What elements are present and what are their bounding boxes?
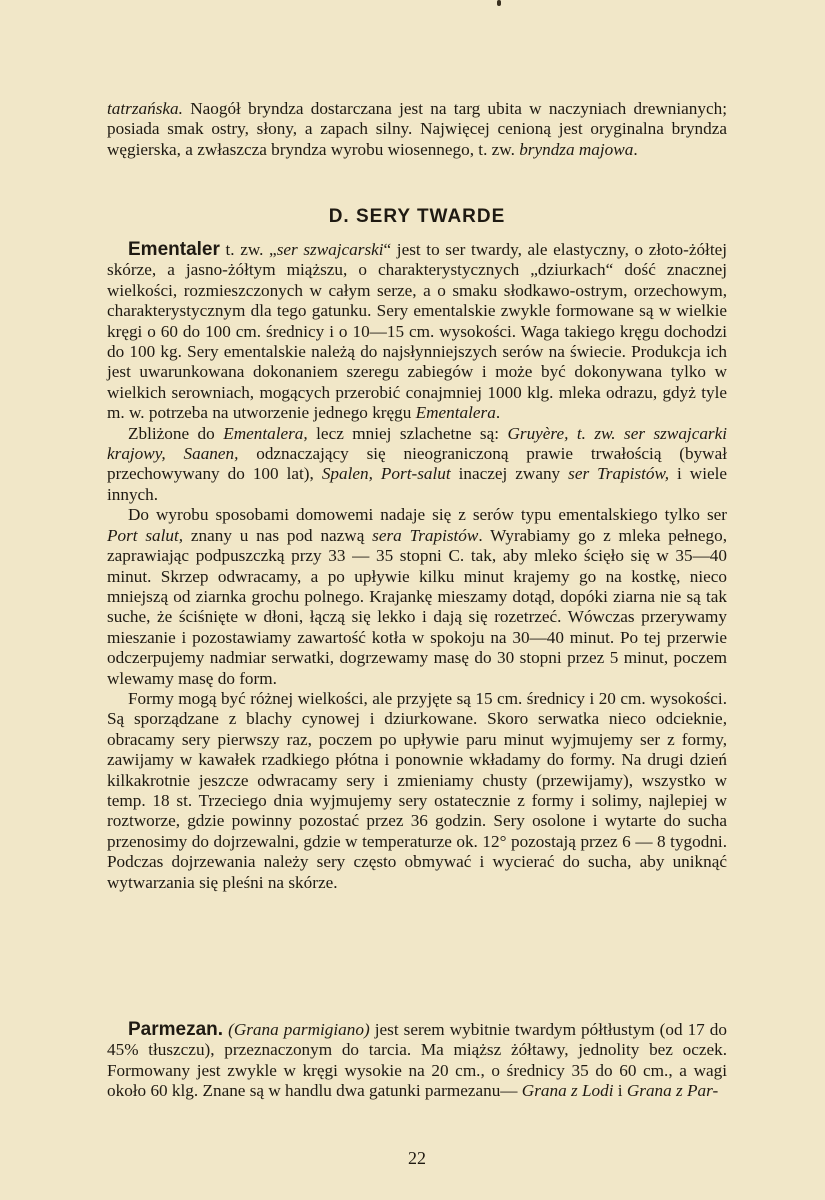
print-speck xyxy=(497,0,501,6)
top-paragraph: tatrzańska. Naogół bryndza dostarczana jest na targ ubita w naczyniach drewnianych; posiada smak ostry, słony, a zapach silny. Najwięcej cenioną jest oryginalna bryndza węgierska, a zwłaszcza bryndza wyrobu wiosennego, t. zw. bryndza majowa. xyxy=(107,99,727,159)
home-method-paragraph: Do wyrobu sposobami domowemi nadaje się z serów typu ementalskiego tylko ser Port salut, znany u nas pod nazwą sera Trapistów. Wyrabiamy go z mleka pełnego, zaprawiając podpuszczką przy 33 — 35 stopni C. tak, aby mleko ścięło się w 35—40 minut. Skrzep odwracamy, a po upływie kilku minut krajemy go na kostkę, nieco mniejszą od ziarnka grochu polnego. Krajankę mieszamy dotąd, dopóki ziarna nie są tak suche, że ściśnięte w dłoni, łączą się lekko i dają się rozetrzeć. Wówczas przerywamy mieszanie i pozostawiamy zawartość kotła w spokoju na 30—40 minut. Po tej przerwie odczerpujemy nadmiar serwatki, dogrzewamy masę do 30 stopni przez 5 minut, poczem wlewamy masę do form. xyxy=(107,505,728,688)
page-number: 22 xyxy=(408,1148,426,1168)
forms-paragraph: Formy mogą być różnej wielkości, ale przyjęte są 15 cm. średnicy i 20 cm. wysokości. Są sporządzane z blachy cynowej i dziurkowane. Skoro serwatka nieco odcieknie, obracamy sery pierwszy raz, poczem po upływie paru minut wyjmujemy ser z formy, zawijamy w kawałek rzadkiego płótna i ponownie wkładamy do formy. Na drugi dzień kilkakrotnie jeszcze odwracamy sery i zmieniamy chusty (przewijamy), wszystko w temp. 18 st. Trzeciego dnia wyjmujemy sery ostatecznie z formy i solimy, najlepiej w roztworze, gdzie powinny pozostać przez 36 godzin. Sery osolone i wytarte do sucha przenosimy do dojrzewalni, gdzie w temperaturze ok. 12° pozostają przez 6 — 8 tygodni. Podczas dojrzewania należy sery często obmywać i wycierać do sucha, aby uniknąć wytwarzania się pleśni na skórze. xyxy=(107,688,727,892)
main-body xyxy=(107,240,727,893)
similar-cheeses-paragraph: Zbliżone do Ementalera, lecz mniej szlachetne są: Gruyère, t. zw. ser szwajcarki krajowy, Saanen, odznaczający się nieograniczoną prawie trwałością (bywał przechowywany do 100 lat), Spalen, Port-salut inaczej zwany ser Trapistów, i wiele innych. xyxy=(107,423,728,504)
section-heading: D. SERY TWARDE xyxy=(328,206,506,227)
parmezan-section xyxy=(107,1020,727,1102)
ementaler-paragraph: Ementaler t. zw. „ser szwajcarski“ jest to ser twardy, ale elastyczny, o złoto-żółtej skórze, a jasno-żółtym miąższu, o charakterystycznych „dziurkach“ dość znacznej wielkości, rozmieszczonych w całym serze, a o smaku słodkawo-ostrym, orzechowym, charakterystycznym dla tego gatunku. Sery ementalskie zwykle formowane są w wielkie kręgi o 60 do 100 cm. średnicy i o 10—15 cm. wysokości. Waga takiego kręgu dochodzi do 100 kg. Sery ementalskie należą do najsłynniejszych serów na świecie. Produkcja ich jest uwarunkowana dokonaniem szeregu zabiegów i może być dokonywana tylko w wielkich serowniach, mogących przerobić conajmniej 1000 klg. mleka odrazu, gdyż tyle m. w. potrzeba na utworzenie jednego kręgu Ementalera. xyxy=(107,239,727,423)
parmezan-paragraph: Parmezan. (Grana parmigiano) jest serem wybitnie twardym półtłustym (od 17 do 45% tłuszczu), przeznaczonym do tarcia. Ma miąższ żółtawy, jednolity bez oczek. Formowany jest zwykle w kręgi wysokie na 20 cm., o średnicy 35 do 60 cm., a wagi około 60 klg. Znane są w handlu dwa gatunki parmezanu— Grana z Lodi i Grana z Par- xyxy=(107,1019,727,1101)
